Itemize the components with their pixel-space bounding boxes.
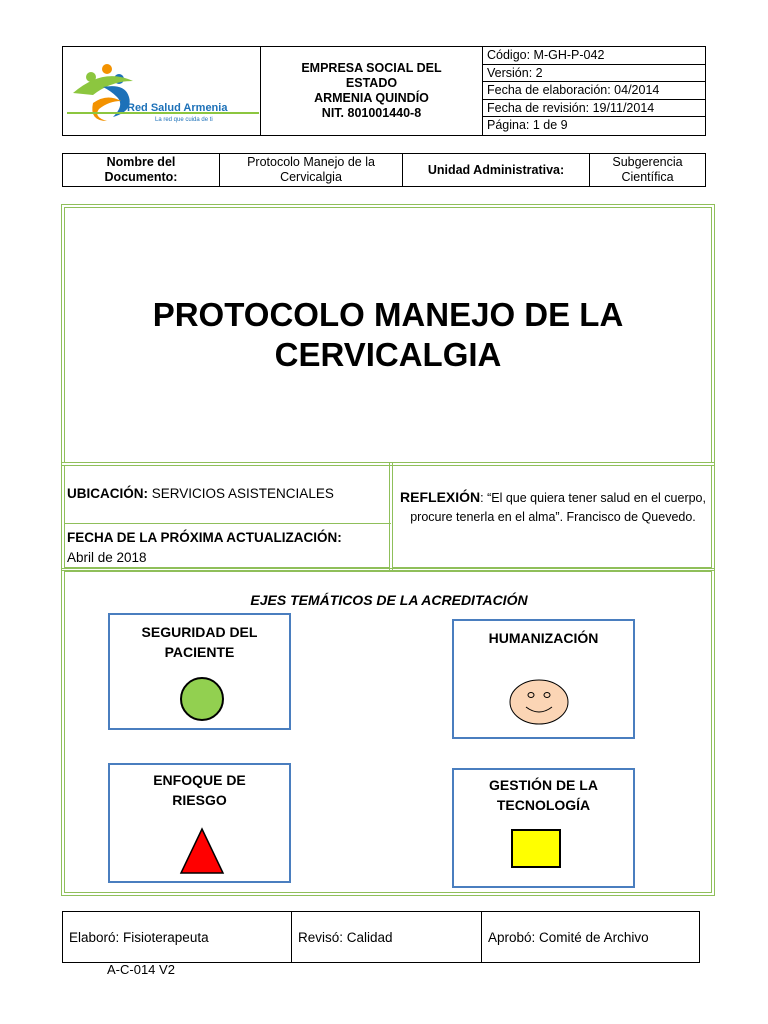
eje-label: ENFOQUE DE RIESGO: [153, 772, 246, 808]
yellow-square-icon: [510, 828, 562, 870]
next-update-value: Abril de 2018: [67, 550, 147, 565]
next-update-label: FECHA DE LA PRÓXIMA ACTUALIZACIÓN:: [67, 530, 342, 545]
meta-page: Página: 1 de 9: [487, 118, 568, 133]
eje-label: HUMANIZACIÓN: [488, 630, 599, 646]
meta-code: Código: M-GH-P-042: [483, 47, 705, 65]
company-info: [261, 47, 483, 135]
document-header: [62, 46, 706, 136]
logo-cell: [63, 47, 261, 135]
unit-value: Subgerencia Científica: [612, 155, 683, 184]
company-line: ESTADO: [345, 76, 398, 90]
ubicacion-line: [67, 486, 334, 501]
unit-label: Unidad Administrativa:: [403, 154, 590, 186]
reflexion-text-block: [399, 488, 707, 527]
reflexion-box: [392, 465, 712, 568]
red-triangle-icon: [178, 827, 226, 875]
company-line: ARMENIA QUINDÍO: [314, 91, 429, 105]
smiley-face-icon: [507, 677, 571, 727]
document-title: PROTOCOLO MANEJO DE LA CERVICALGIA: [152, 296, 624, 373]
reflexion-quote: : “El que quiera tener salud en el cuerpo, procure tenerla en el alma”. Francisco de Quevedo.: [410, 491, 706, 524]
ubicacion-value: SERVICIOS ASISTENCIALES: [151, 486, 334, 501]
green-circle-icon: [178, 675, 226, 723]
document-title-box: [64, 207, 712, 463]
document-meta: [483, 47, 705, 135]
doc-name-value: Protocolo Manejo de la Cervicalgia: [220, 154, 403, 186]
eje-label: GESTIÓN DE LA TECNOLOGÍA: [489, 777, 598, 813]
ubicacion-box: [64, 465, 390, 568]
elaboro-cell: Elaboró: Fisioterapeuta: [63, 912, 292, 962]
form-code: A-C-014 V2: [107, 962, 175, 977]
ejes-title: EJES TEMÁTICOS DE LA ACREDITACIÓN: [250, 592, 528, 608]
company-nit: NIT. 801001440-8: [321, 106, 422, 120]
eje-label: SEGURIDAD DEL PACIENTE: [141, 624, 258, 660]
meta-version: Versión: 2: [483, 65, 705, 83]
eje-seguridad-paciente: [108, 613, 291, 730]
red-salud-armenia-logo: [63, 47, 261, 135]
aprobo-cell: Aprobó: Comité de Archivo: [488, 929, 649, 945]
eje-humanizacion: [452, 619, 635, 739]
reflexion-label: REFLEXIÓN: [400, 489, 481, 505]
ubicacion-divider: [65, 523, 391, 524]
eje-enfoque-riesgo: [108, 763, 291, 883]
logo-tagline: La red que cuida de ti: [155, 117, 213, 123]
doc-name-label: Nombre del Documento:: [63, 154, 220, 186]
approval-footer: [62, 911, 700, 963]
meta-revision-date: Fecha de revisión: 19/11/2014: [483, 100, 705, 118]
eje-gestion-tecnologia: [452, 768, 635, 888]
meta-created-date: Fecha de elaboración: 04/2014: [483, 82, 705, 100]
document-name-row: [62, 153, 706, 187]
company-line: EMPRESA SOCIAL DEL: [301, 61, 442, 75]
reviso-cell: Revisó: Calidad: [292, 912, 482, 962]
ejes-tematicos-box: [64, 571, 712, 893]
logo-text: Red Salud Armenia: [127, 102, 228, 114]
ubicacion-label: UBICACIÓN:: [67, 486, 148, 501]
